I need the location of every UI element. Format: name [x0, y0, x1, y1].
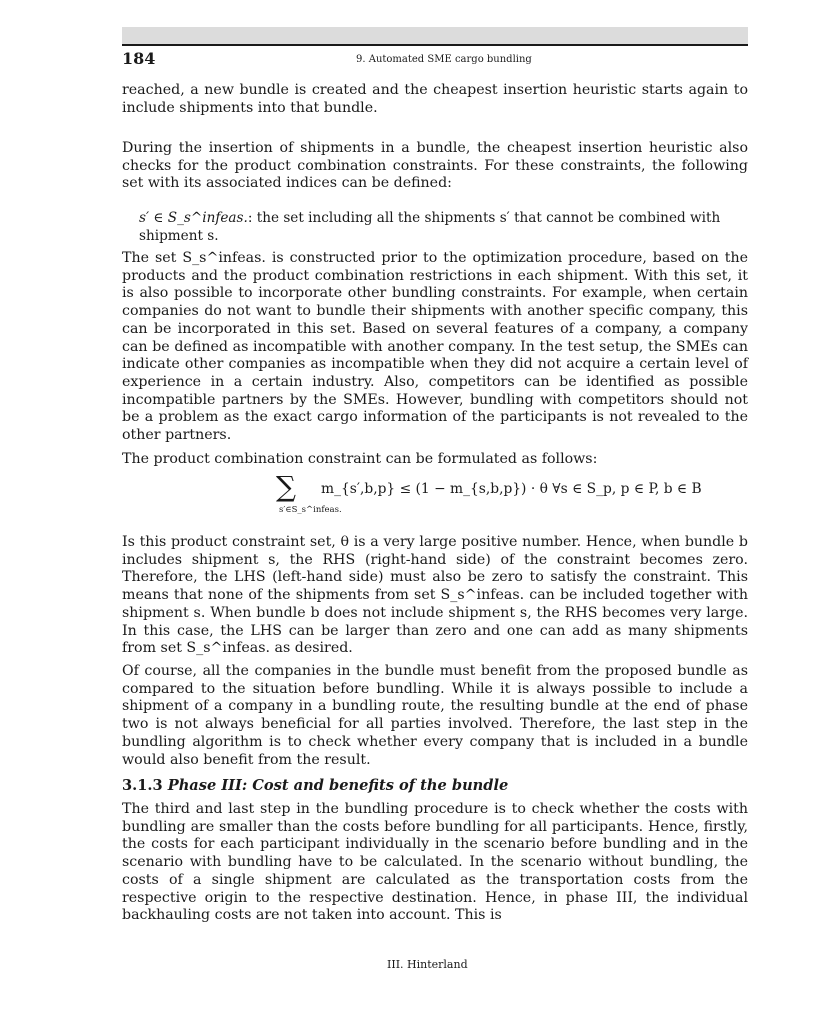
header-rule — [122, 44, 748, 46]
sum-symbol: ∑ — [276, 470, 296, 503]
section-title: Phase III: Cost and benefits of the bundle — [167, 777, 509, 794]
header-bar — [122, 27, 748, 44]
set-definition — [139, 210, 751, 245]
running-title: 9. Automated SME cargo bundling — [356, 54, 532, 65]
equation-expression: m_{s′,b,p} ≤ (1 − m_{s,b,p}) · θ ∀s ∈ S_p, p ∈ P, b ∈ B — [321, 481, 702, 497]
paragraph-2: During the insertion of shipments in a bundle, the cheapest insertion heuristic also checks for the product combination constraints. For these constraints, the following set with its associated indices can be defined: — [122, 140, 748, 192]
paragraph-3: The set S_s^infeas. is constructed prior to the optimization procedure, based on the products and the product combination restrictions in each shipment. With this set, it is also possible to incorporate other bundling constraints. For example, when certain companies do not want to bundle their shipments with another specific company, this can be incorporated in this set. Based on several features of a company, a company can be defined as incompatible with another company. In the test setup, the SMEs can indicate other companies as incompatible when they did not acquire a certain level of experience in a certain industry. Also, competitors can be identified as possible incompatible partners by the SMEs. However, bundling with competitors should not be a problem as the exact cargo information of the participants is not revealed to the other partners. — [122, 250, 748, 444]
section-heading — [122, 777, 508, 794]
product-combination-equation — [276, 470, 702, 521]
page-number: 184 — [122, 49, 156, 68]
paragraph-7: The third and last step in the bundling procedure is to check whether the costs with bundling are smaller than the costs before bundling for all participants. Hence, firstly, the costs for each participant individually in the scenario before bundling and in the scenario with bundling have to be calculated. In the scenario without bundling, the costs of a single shipment are calculated as the transportation costs from the respective origin to the respective destination. Hence, in phase III, the individual backhauling costs are not taken into account. This is — [122, 801, 748, 924]
paragraph-5: Is this product constraint set, θ is a very large positive number. Hence, when bundle b includes shipment s, the RHS (right-hand side) of the constraint becomes zero. Therefore, the LHS (left-hand side) must also be zero to satisfy the constraint. This means that none of the shipments from set S_s^infeas. can be included together with shipment s. When bundle b does not include shipment s, the RHS becomes very large. In this case, the LHS can be larger than zero and one can add as many shipments from set S_s^infeas. as desired. — [122, 534, 748, 657]
paragraph-4: The product combination constraint can be formulated as follows: — [122, 451, 598, 467]
paragraph-1: reached, a new bundle is created and the cheapest insertion heuristic starts again to include shipments into that bundle. — [122, 82, 748, 116]
section-number: 3.1.3 — [122, 777, 163, 794]
footer-part: III. Hinterland — [387, 958, 468, 971]
definition-text: : the set including all the shipments s′ that cannot be combined with shipment s. — [139, 210, 721, 244]
sum-subscript: s′∈S_s^infeas. — [279, 505, 342, 515]
definition-symbol: s′ ∈ S_s^infeas. — [139, 210, 248, 226]
paragraph-6: Of course, all the companies in the bundle must benefit from the proposed bundle as compared to the situation before bundling. While it is always possible to include a shipment of a company in a bundling route, the resulting bundle at the end of phase two is not always beneficial for all parties involved. Therefore, the last step in the bundling algorithm is to check whether every company that is included in a bundle would also benefit from the result. — [122, 663, 748, 768]
